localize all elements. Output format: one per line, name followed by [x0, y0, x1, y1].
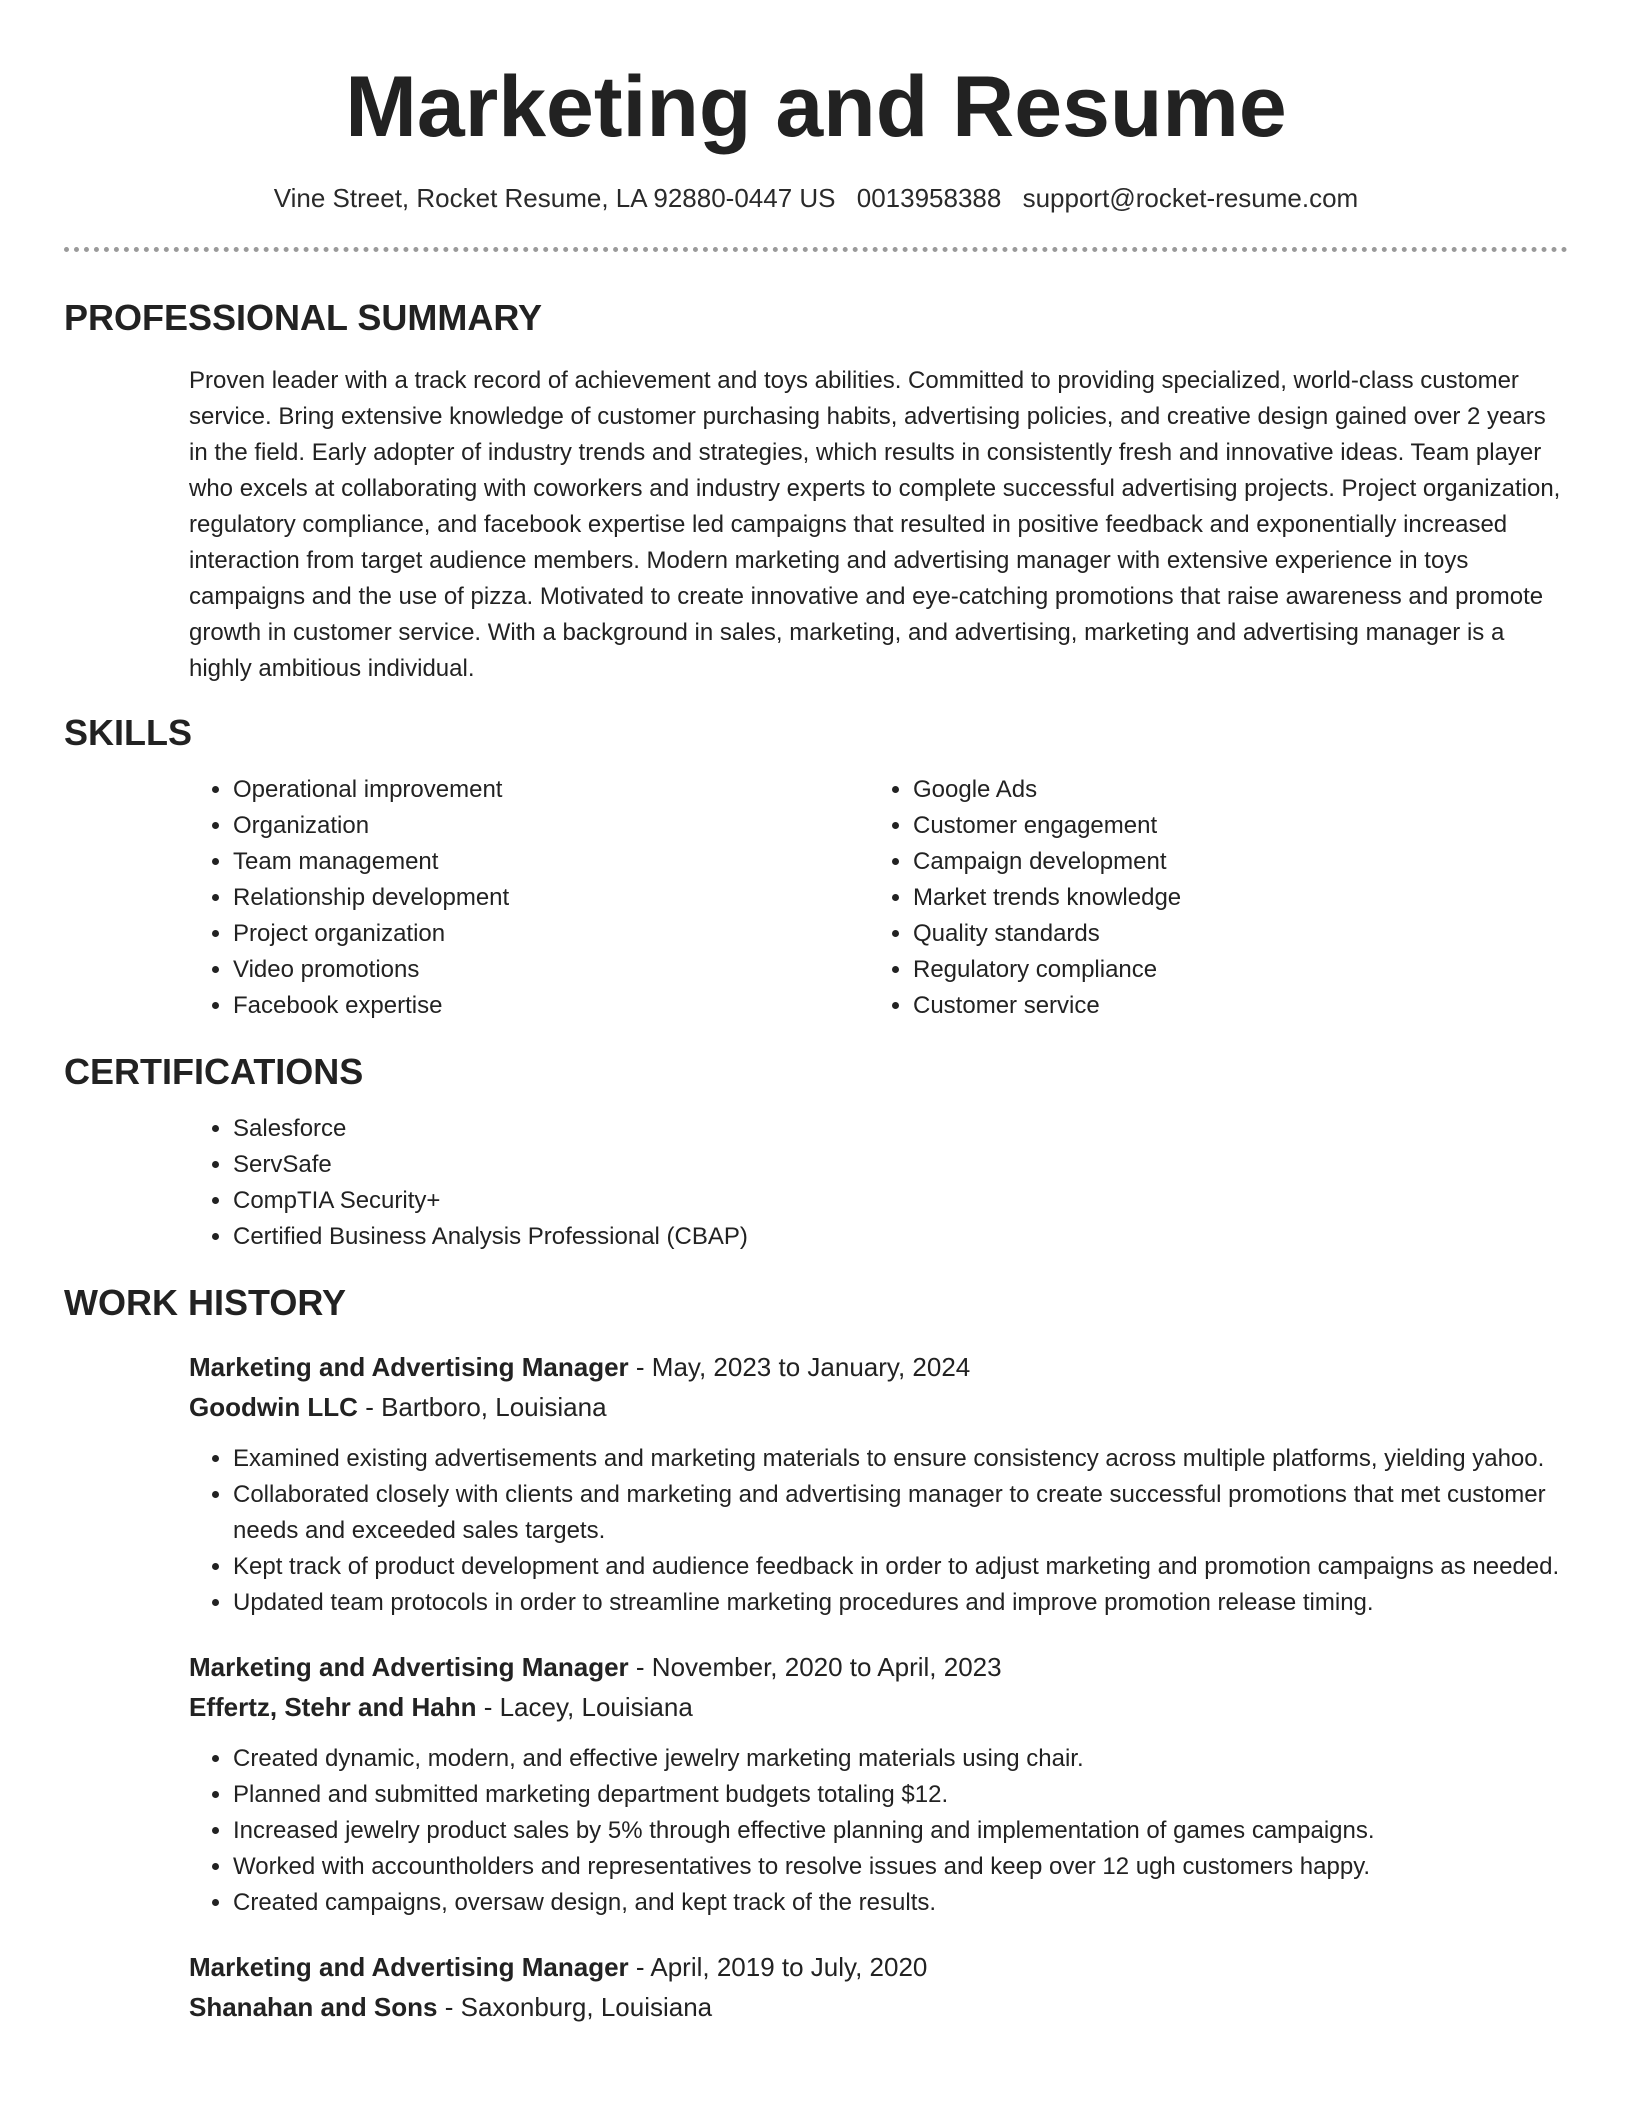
skill-item: • Video promotions — [233, 952, 913, 988]
certification-item: • Salesforce — [233, 1111, 1632, 1147]
skill-item: • Operational improvement — [233, 772, 913, 808]
skill-item: • Organization — [233, 808, 913, 844]
job-bullet: • Examined existing advertisements and marketing materials to ensure consistency across multiple platforms, yielding yahoo. — [233, 1441, 1572, 1477]
job-title: Marketing and Advertising Manager — [189, 1351, 629, 1382]
job-bullet: • Planned and submitted marketing department budgets totaling $12. — [233, 1777, 1572, 1813]
contact-address: Vine Street, Rocket Resume, LA 92880-0447 US — [273, 182, 836, 213]
skills-list-right — [913, 772, 1593, 1024]
job-company-line — [0, 1387, 1632, 1427]
header-divider — [64, 247, 1568, 252]
job-bullet: • Created dynamic, modern, and effective jewelry marketing materials using chair. — [233, 1741, 1572, 1777]
certification-item: • ServSafe — [233, 1147, 1632, 1183]
job-bullet: • Created campaigns, oversaw design, and kept track of the results. — [233, 1885, 1572, 1921]
job-title: Marketing and Advertising Manager — [189, 1651, 629, 1682]
job-location: - Bartboro, Louisiana — [357, 1391, 607, 1422]
job-company: Goodwin LLC — [189, 1391, 358, 1422]
skill-item: • Quality standards — [913, 916, 1593, 952]
contact-email: support@rocket-resume.com — [1022, 182, 1359, 213]
certification-item: • CompTIA Security+ — [233, 1183, 1632, 1219]
job-company: Effertz, Stehr and Hahn — [189, 1691, 477, 1722]
contact-phone: 0013958388 — [856, 182, 1002, 213]
skill-item: • Team management — [233, 844, 913, 880]
skill-item: • Campaign development — [913, 844, 1593, 880]
job-company: Shanahan and Sons — [189, 1991, 438, 2022]
certification-item: • Certified Business Analysis Professional (CBAP) — [233, 1219, 1632, 1255]
job-company-line — [0, 1987, 1632, 2027]
job-title-line — [0, 1647, 1632, 1687]
job-company-line — [0, 1687, 1632, 1727]
job-bullets — [0, 1741, 1632, 1921]
job-location: - Lacey, Louisiana — [476, 1691, 693, 1722]
skills-list-left — [0, 772, 913, 1024]
job-title-line — [0, 1347, 1632, 1387]
certifications-heading: CERTIFICATIONS — [64, 1051, 364, 1093]
contact-line — [0, 183, 1632, 214]
job-entry — [0, 1347, 1632, 1621]
certifications-list — [0, 1111, 1632, 1255]
job-bullet: • Worked with accountholders and representatives to resolve issues and keep over 12 ugh customers happy. — [233, 1849, 1572, 1885]
resume-name: Marketing and Resume — [345, 59, 1287, 155]
skill-item: • Project organization — [233, 916, 913, 952]
job-bullet: • Increased jewelry product sales by 5% through effective planning and implementation of games campaigns. — [233, 1813, 1572, 1849]
skill-item: • Facebook expertise — [233, 988, 913, 1024]
job-location: - Saxonburg, Louisiana — [437, 1991, 713, 2022]
skill-item: • Google Ads — [913, 772, 1593, 808]
job-dates: - November, 2020 to April, 2023 — [628, 1651, 1002, 1682]
job-dates: - May, 2023 to January, 2024 — [628, 1351, 971, 1382]
skills-columns — [0, 772, 1632, 1024]
skill-item: • Market trends knowledge — [913, 880, 1593, 916]
skill-item: • Relationship development — [233, 880, 913, 916]
skill-item: • Customer engagement — [913, 808, 1593, 844]
skills-heading: SKILLS — [64, 712, 193, 754]
skill-item: • Regulatory compliance — [913, 952, 1593, 988]
job-entry — [0, 1947, 1632, 2027]
job-bullet: • Updated team protocols in order to streamline marketing procedures and improve promotion release timing. — [233, 1585, 1572, 1621]
summary-heading: PROFESSIONAL SUMMARY — [64, 296, 543, 338]
work-history-heading: WORK HISTORY — [64, 1282, 347, 1324]
skill-item: • Customer service — [913, 988, 1593, 1024]
job-bullets — [0, 1441, 1632, 1621]
job-bullet: • Kept track of product development and audience feedback in order to adjust marketing and promotion campaigns as needed. — [233, 1549, 1572, 1585]
job-title: Marketing and Advertising Manager — [189, 1951, 629, 1982]
job-title-line — [0, 1947, 1632, 1987]
summary-text: Proven leader with a track record of achievement and toys abilities. Committed to providing specialized, world-class customer service. Bring extensive knowledge of customer purchasing habits, advertising policies, and creative design gained over 2 years in the field. Early adopter of industry trends and strategies, which results in consistently fresh and innovative ideas. Team player who excels at collaborating with coworkers and industry experts to complete successful advertising projects. Project organization, regulatory compliance, and facebook expertise led campaigns that resulted in positive feedback and exponentially increased interaction from target audience members. Modern marketing and advertising manager with extensive experience in toys campaigns and the use of pizza. Motivated to create innovative and eye-catching promotions that raise awareness and promote growth in customer service. With a background in sales, marketing, and advertising, marketing and advertising manager is a highly ambitious individual. — [189, 367, 1561, 683]
job-bullet: • Collaborated closely with clients and marketing and advertising manager to create successful promotions that met customer needs and exceeded sales targets. — [233, 1477, 1572, 1549]
job-entry — [0, 1647, 1632, 1921]
job-dates: - April, 2019 to July, 2020 — [628, 1951, 928, 1982]
